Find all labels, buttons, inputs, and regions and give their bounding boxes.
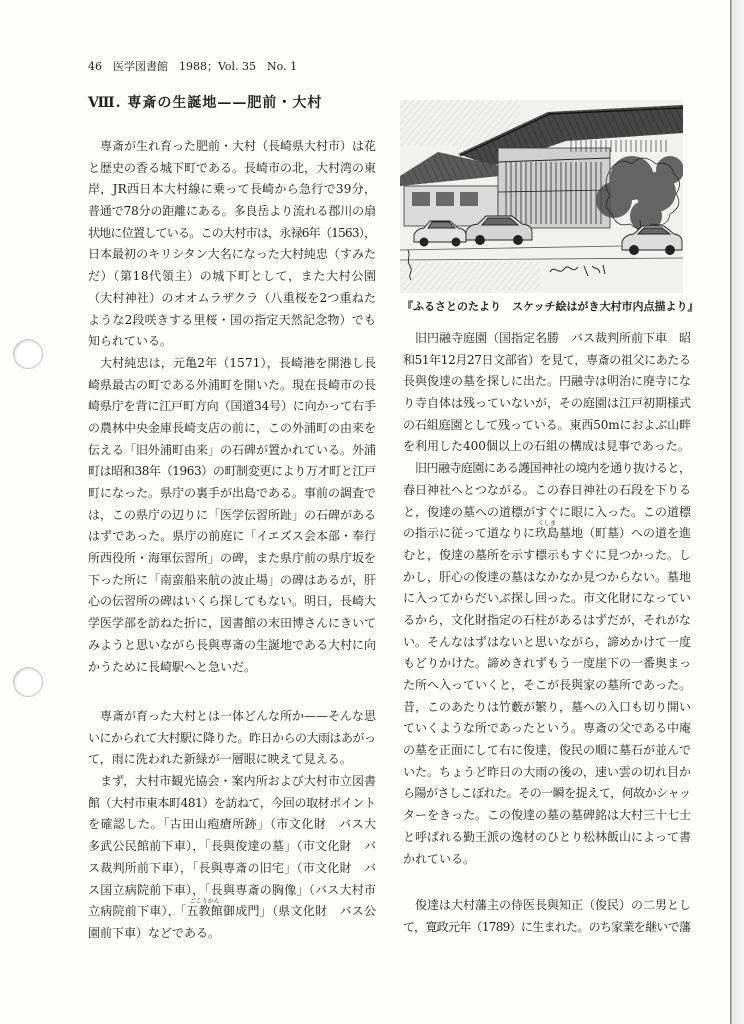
ruby-reading: ごこうかん [189,898,220,906]
right-column-block-1 [403,328,691,870]
text-line: 旧円融寺庭園（国指定名勝 バス裁判所前下車 昭 [415,331,691,345]
text-line: むと，俊達の墓所を示す標示もすぐに見つかった。し [403,547,691,562]
text-line: 館（大村市東本町481）を訪ねて，今回の取材ポイント [88,795,376,810]
text-line: 日本最初のキリシタン大名になった大村純忠（すみた [88,247,377,262]
text-line: 町は昭和38年（1963）の町制変更により万才町と江戸 [88,464,376,479]
text-line: まず，大村市観光協会・案内所および大村市立図書 [100,774,377,789]
text-line: ス国立病院前下車），「長與専斎の胸像」（バス大村市 [88,882,377,897]
text-line: だ）（第18代領主）の城下町として，また大村公園 [88,269,377,284]
left-column-block-2 [88,706,376,945]
ruby-base: 玖島 [534,526,559,541]
text-line: 状地に位置している。この大村市は，永禄6年（1563）， [88,225,376,240]
figure-caption: 『ふるさとのたより スケッチ絵はがき大村市内点描より』 [402,300,699,313]
text-line: 下った所に「南蛮船来航の波止場」の碑はあるが，肝 [88,572,376,587]
binder-hole [13,667,43,697]
text-line: の石組庭園として残っている。東西50mにおよぶ山畔 [403,417,691,432]
text-line: るから，文化財指定の石柱があるはずだが，それがな [403,612,691,627]
text-line [88,898,377,923]
text-line: ターをきった。この俊達の墓の墓碑銘は大村三十七士 [403,808,691,823]
text-line: 長與俊達の墓を探しに出た。円融寺は明治に廃寺にな [403,374,691,389]
ruby-base: 五教館 [186,904,223,919]
text-segment: 立病院前下車），「 [88,904,187,919]
section-title: Ⅷ. 専斎の生誕地——肥前・大村 [88,95,323,111]
paragraph [88,136,376,353]
text-segment: 墓地（町墓）への道を進 [558,526,691,541]
paragraph [403,328,691,458]
text-line: 旧円融寺庭園にある護国神社の境内を通り抜けると， [415,461,691,476]
text-segment: の指示に従って道なりに [403,526,535,541]
text-line: 心の伝習所の碑はいくら探してもない。明日，長崎大 [88,594,376,609]
text-line: 学医学部を訪ねた折に，図書館の末田博さんにきいて [88,616,376,631]
text-line: 和51年12月27日文部省）を見て，専斎の祖父にあたる [403,352,691,367]
paragraph [403,458,691,870]
text-line: もどりかけた。諦めきれずもう一度崖下の一番奥まっ [403,656,691,671]
text-line: 専斎が生れ育った肥前・大村（長崎県大村市）は花 [100,139,376,153]
text-line: と呼ばれる勤王派の逸材のひとり松林飯山によって書 [403,829,691,844]
ruby-term [186,898,223,919]
text-line: て，寛政元年（1789）に生まれた。のち家業を継いで藩 [403,919,691,934]
text-line: かれている。 [403,851,476,866]
text-line: 俊達は大村藩主の侍医長與知正（俊民）の二男とし [415,898,691,912]
text-line: を確認した。「古田山疱瘡所跡」（市文化財 バス大 [88,817,377,832]
text-line: 伝える「旧外浦町由来」の石碑が置かれている。外浦 [88,442,376,457]
text-line: 崎県最古の町である外浦町を開いた。現在長崎市の長 [88,377,376,392]
text-line: かうために長崎駅へと急いだ。 [88,659,257,674]
text-line: と，俊達の墓への道標がすぐに眼に入った。この道標 [403,504,691,519]
text-line: いた。ちょうど昨日の大雨の後の，速い雲の切れ目か [403,764,692,779]
paragraph [88,771,376,945]
text-line: に入ってからだいぶ探し回った。市文化財になってい [403,591,691,606]
paragraph [88,706,376,771]
text-line: た所へ入っていくと，そこが長與家の墓所であった。 [403,678,691,692]
text-line: ていくような所であったという。専斎の父である中庵 [403,721,691,736]
left-column-block-1 [88,136,376,678]
text-line: ら陽がさしこぼれた。その一瞬を捉えて，何故かシャッ [403,786,691,801]
text-line [403,520,691,545]
paragraph [403,895,691,938]
text-line: は，この県庁の辺りに「医学伝習所趾」の石碑がある [88,507,376,522]
text-line: の墓を正面にして右に俊達，俊民の順に墓石が並んで [403,743,691,758]
text-line: 岸，JR西日本大村線に乗って長崎から急行で39分， [88,182,377,197]
text-line: 春日神社へとつながる。この春日神社の石段を下りる [403,482,692,497]
running-head: 46 医学図書館 1988；Vol. 35 No. 1 [88,60,298,73]
text-line: いにかられて大村駅に降りた。昨日からの大雨はあがっ [88,730,376,745]
text-line: の農林中央金庫長崎支店の前に，この外浦町の由来を [88,420,376,435]
text-line: かし，肝心の俊達の墓はなかなか見つからない。墓地 [403,569,691,584]
right-column-block-2 [403,895,691,938]
text-line: 昔，このあたりは竹藪が繁り，墓への入口も切り開い [403,699,691,714]
binder-hole [13,339,43,369]
text-line: ス裁判所前下車），「長與専斎の旧宅」（市文化財 バ [88,860,377,875]
text-line: みようと思いながら長與専斎の生誕地である大村に向 [88,637,376,652]
text-line: 専斎が育った大村とは一体どんな所か——そんな思 [100,709,376,723]
text-line: ような2段咲きする里桜・国の指定天然記念物）でも [88,312,377,327]
text-line: 大村純忠は，元亀2年（1571），長崎港を開港し長 [100,355,377,370]
text-line: （大村神社）のオオムラザクラ（八重桜を2つ重ねた [88,290,377,305]
ruby-term [534,520,559,541]
text-line: 所西役所・海軍伝習所」の碑，また県庁前の県庁坂を [88,551,376,566]
text-segment: 御成門」（県文化財 バス公 [222,904,377,919]
sketch-illustration [400,100,683,293]
text-line: り寺自体は残っていないが，その庭園は江戸初期様式 [403,396,691,411]
text-line: と歴史の香る城下町である。長崎市の北，大村湾の東 [88,160,376,175]
text-line: を利用した400個以上の石組の構成は見事であった。 [403,439,690,454]
text-line: 崎県庁を背に江戸町方向（国道34号）に向かって右手 [88,399,376,414]
text-line: 普通で78分の距離にある。多良岳より流れる郡川の扇 [88,204,376,219]
paragraph [88,353,376,678]
ruby-reading: くしま [537,520,556,528]
text-line: はずであった。県庁の前庭に「イエズス会本部・奉行 [88,529,377,544]
text-line: 町になった。県庁の裏手が出島である。事前の調査で [88,486,376,500]
page-edge [730,0,744,1024]
text-line: 多武公民館前下車），「長與俊達の墓」（市文化財 バ [88,839,377,854]
text-line: 園前下車）などである。 [88,925,221,940]
text-line: て，雨に洗われた新緑が一層眼に映えて見える。 [88,752,352,767]
text-line: い。そんなはずはないと思いながら，諦めかけて一度 [403,634,691,649]
text-line: 知られている。 [88,334,173,349]
